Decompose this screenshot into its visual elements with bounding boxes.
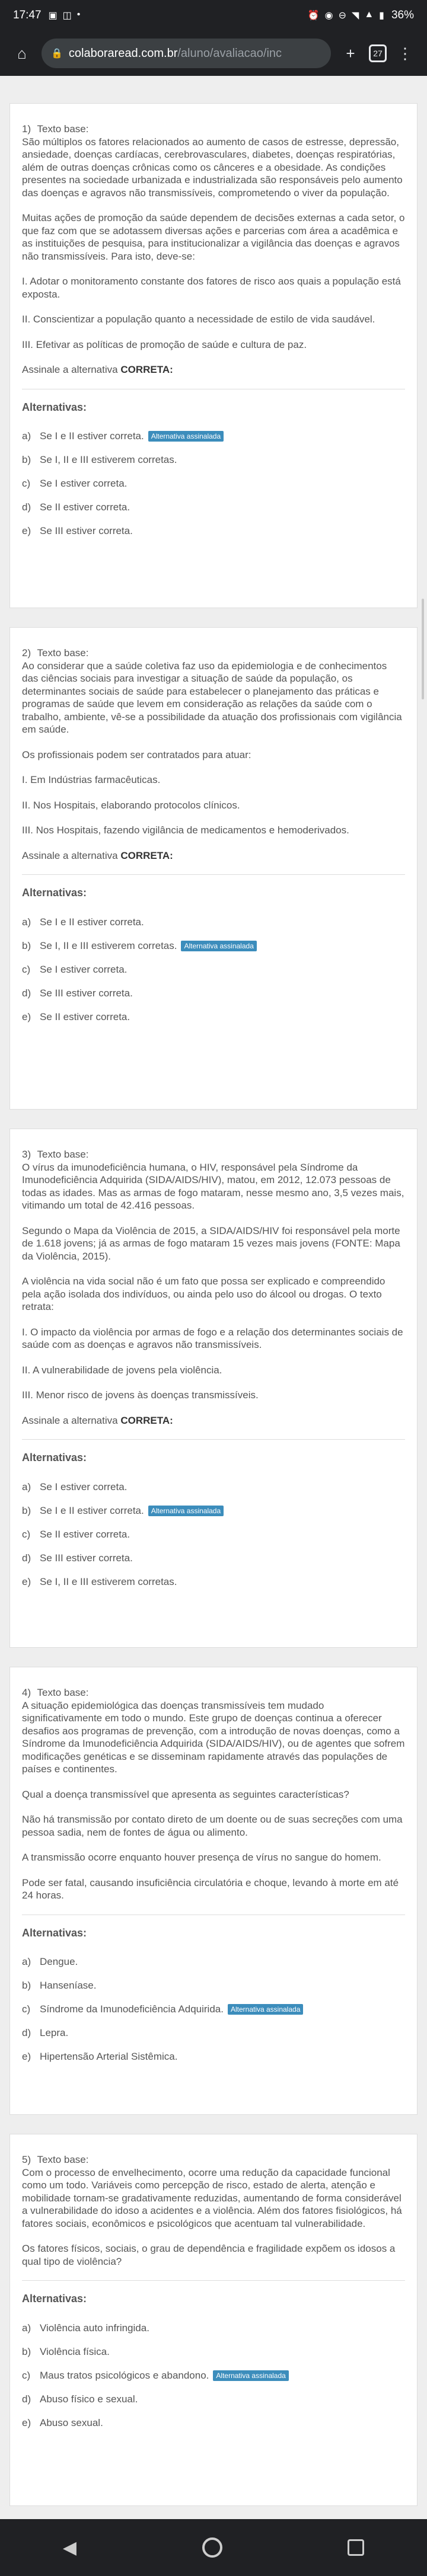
status-bar	[0, 0, 427, 31]
alternative-a[interactable]	[22, 1950, 405, 1974]
address-bar[interactable]	[42, 39, 331, 68]
marked-badge: Alternativa assinalada	[181, 941, 256, 951]
alternative-c[interactable]	[22, 472, 405, 496]
alternative-d[interactable]	[22, 982, 405, 1005]
alternative-text: Abuso sexual.	[40, 2417, 103, 2428]
question-number: 5)	[22, 2154, 31, 2165]
new-tab-icon[interactable]: +	[346, 44, 355, 62]
battery-icon: ▮	[379, 11, 384, 21]
alternative-letter: e)	[22, 2051, 31, 2063]
question-paragraph: Segundo o Mapa da Violência de 2015, a SIDA/AIDS/HIV foi responsável pela morte de 1.618 jovens; já as armas de fogo mataram 15 vezes mais jovens (FONTE: Mapa da Violência, 2015).	[22, 1225, 400, 1262]
base-text-label: Texto base:	[37, 1687, 89, 1698]
alternative-c[interactable]	[22, 1523, 405, 1546]
alternative-e[interactable]	[22, 2045, 405, 2069]
more-notifications-icon: •	[77, 9, 81, 20]
alternative-d[interactable]	[22, 2021, 405, 2045]
instruction-text: Assinale a alternativa	[22, 849, 121, 861]
instruction-text: Assinale a alternativa	[22, 364, 121, 375]
question-number: 4)	[22, 1687, 31, 1698]
alternative-text: Se II estiver correta.	[40, 501, 130, 513]
instruction-bold: CORRETA:	[120, 1414, 173, 1426]
instruction-text: Assinale a alternativa	[22, 1414, 121, 1426]
question-paragraph: Os fatores físicos, sociais, o grau de dependência e fragilidade expõem os idosos a qual tipo de violência?	[22, 2243, 396, 2267]
alternative-letter: c)	[22, 1528, 31, 1540]
alternatives-title: Alternativas:	[22, 1915, 405, 1940]
alternative-letter: a)	[22, 430, 31, 442]
alternative-text: Dengue.	[40, 1956, 78, 1968]
alternative-letter: a)	[22, 2322, 31, 2334]
question-instruction	[22, 363, 405, 376]
alternative-text: Violência auto infringida.	[40, 2322, 149, 2334]
question-header	[22, 647, 405, 660]
alternative-a[interactable]	[22, 2316, 405, 2340]
alternative-text: Hipertensão Arterial Sistêmica.	[40, 2051, 178, 2063]
tab-count: 27	[369, 44, 387, 62]
alternative-d[interactable]	[22, 2388, 405, 2411]
alternative-letter: b)	[22, 2345, 31, 2357]
alternative-letter: d)	[22, 987, 31, 999]
scrollbar-thumb[interactable]	[422, 599, 424, 699]
question-paragraph: III. Menor risco de jovens às doenças transmissíveis.	[22, 1389, 259, 1401]
alternative-letter: c)	[22, 478, 31, 490]
alternative-b[interactable]	[22, 1499, 405, 1523]
alternative-text: Lepra.	[40, 2027, 69, 2039]
alternatives-title: Alternativas:	[22, 389, 405, 414]
question-card-4	[9, 1667, 418, 2115]
alternative-c[interactable]	[22, 2364, 405, 2388]
alarm-icon: ⏰	[307, 11, 320, 21]
alternative-letter: d)	[22, 2027, 31, 2039]
alternative-letter: a)	[22, 1481, 31, 1492]
back-icon[interactable]: ◀	[62, 2537, 77, 2558]
system-navigation-bar	[0, 2519, 427, 2576]
alternative-text: Se III estiver correta.	[40, 987, 133, 999]
question-paragraph: A transmissão ocorre enquanto houver presença de vírus no sangue do homem.	[22, 1852, 381, 1863]
alternative-letter: c)	[22, 963, 31, 975]
base-text-label: Texto base:	[37, 647, 89, 659]
alternative-text: Se II estiver correta.	[40, 1011, 130, 1022]
home-icon[interactable]: ⌂	[17, 44, 27, 62]
battery-level: 36%	[391, 9, 414, 21]
alternative-c[interactable]	[22, 958, 405, 982]
alternatives-list	[22, 424, 405, 543]
question-header	[22, 1148, 405, 1161]
alternatives-list	[22, 1475, 405, 1594]
alternative-text: Se I, II e III estiverem corretas.	[40, 454, 177, 466]
question-paragraph: Pode ser fatal, causando insuficiência circulatória e choque, levando à morte em até 24 horas.	[22, 1877, 399, 1901]
alternative-e[interactable]	[22, 1570, 405, 1594]
question-number: 2)	[22, 647, 31, 659]
alternative-text: Maus tratos psicológicos e abandono.	[40, 2369, 209, 2381]
question-paragraph: I. O impacto da violência por armas de fogo e a relação dos determinantes sociais de saúde com as doenças e agravos não transmissíveis.	[22, 1326, 403, 1350]
alternative-c[interactable]	[22, 1997, 405, 2021]
marked-badge: Alternativa assinalada	[228, 2004, 303, 2015]
alternative-text: Se I estiver correta.	[40, 478, 128, 490]
question-paragraph: II. Conscientizar a população quanto a necessidade de estilo de vida saudável.	[22, 314, 375, 325]
alternative-letter: b)	[22, 454, 31, 466]
question-paragraph: I. Em Indústrias farmacêuticas.	[22, 774, 161, 785]
alternative-text: Se I, II e III estiverem corretas.	[40, 939, 177, 951]
notification-icon-2: ◫	[62, 11, 72, 21]
alternative-d[interactable]	[22, 1546, 405, 1570]
base-text-label: Texto base:	[37, 1149, 89, 1160]
browser-toolbar	[0, 31, 427, 76]
question-paragraph: II. Nos Hospitais, elaborando protocolos clínicos.	[22, 799, 240, 811]
alternative-text: Se I e II estiver correta.	[40, 430, 144, 442]
recent-apps-icon[interactable]	[348, 2539, 364, 2556]
alternative-text: Síndrome da Imunodeficiência Adquirida.	[40, 2003, 224, 2015]
alternative-d[interactable]	[22, 496, 405, 519]
more-menu-icon[interactable]: ⋮	[397, 44, 413, 62]
question-paragraph: II. A vulnerabilidade de jovens pela violência.	[22, 1364, 222, 1376]
marked-badge: Alternativa assinalada	[213, 2370, 288, 2381]
instruction-bold: CORRETA:	[120, 364, 173, 375]
eye-icon: ◉	[324, 11, 333, 21]
question-paragraph: III. Efetivar as políticas de promoção de saúde e cultura de paz.	[22, 338, 307, 350]
question-header	[22, 2153, 405, 2166]
alternative-text: Abuso físico e sexual.	[40, 2393, 138, 2405]
alternative-a[interactable]	[22, 1475, 405, 1499]
alternative-letter: e)	[22, 2417, 31, 2428]
alternative-letter: b)	[22, 1980, 31, 1992]
question-paragraph: Os profissionais podem ser contratados para atuar:	[22, 749, 251, 760]
alternative-text: Se I estiver correta.	[40, 963, 128, 975]
alternative-text: Se II estiver correta.	[40, 1528, 130, 1540]
marked-badge: Alternativa assinalada	[148, 1506, 224, 1516]
alternative-letter: d)	[22, 1552, 31, 1564]
question-number: 3)	[22, 1149, 31, 1160]
notification-icon: ▣	[48, 11, 58, 21]
question-paragraph: A violência na vida social não é um fato que possa ser explicado e compreendido pela ação isolada dos indivíduos, ou ainda pelo uso do álcool ou drogas. O texto retrata:	[22, 1276, 385, 1312]
alternative-letter: e)	[22, 1011, 31, 1022]
question-paragraph: Ao considerar que a saúde coletiva faz uso da epidemiologia e de conhecimentos das ciências sociais para investigar a situação de saúde da população, os determinantes sociais de saúde para estabelecer o planejamento das práticas e programas de saúde que levem em consideração as relações da saúde com o trabalho, ambiente, vê-se a possibilidade da atuação dos profissionais com vigilância em saúde.	[22, 660, 402, 735]
question-card-1	[9, 103, 418, 608]
alternative-letter: d)	[22, 501, 31, 513]
alternative-letter: e)	[22, 525, 31, 537]
alternative-letter: b)	[22, 939, 31, 951]
question-card-5	[9, 2134, 418, 2506]
alternative-letter: b)	[22, 1504, 31, 1516]
alternative-letter: c)	[22, 2369, 31, 2381]
question-paragraph: O vírus da imunodeficiência humana, o HIV, responsável pela Síndrome da Imunodeficiência Adquirida (SIDA/AIDS/HIV), matou, em 2012, 12.073 pessoas de todas as idades. Mas as armas de fogo mataram, nesse mesmo ano, 3,5 vezes mais, vitimando um total de 42.416 pessoas.	[22, 1161, 404, 1211]
question-number: 1)	[22, 123, 31, 135]
alternatives-list	[22, 910, 405, 1029]
alternatives-title: Alternativas:	[22, 1439, 405, 1465]
url-path: /aluno/avaliacao/inc	[177, 46, 282, 60]
alternative-text: Se I e II estiver correta.	[40, 916, 144, 928]
alternative-e[interactable]	[22, 1005, 405, 1029]
alternatives-title: Alternativas:	[22, 2280, 405, 2306]
signal-icon: ▲	[364, 9, 374, 20]
tab-switcher-button[interactable]	[364, 40, 391, 67]
url-domain: colaboraread.com.br	[68, 46, 178, 60]
alternative-text: Se I estiver correta.	[40, 1481, 128, 1492]
question-paragraph: Qual a doença transmissível que apresenta as seguintes características?	[22, 1788, 349, 1800]
alternative-letter: c)	[22, 2003, 31, 2015]
alternatives-list	[22, 1950, 405, 2069]
question-paragraph: III. Nos Hospitais, fazendo vigilância de medicamentos e hemoderivados.	[22, 824, 349, 836]
question-instruction	[22, 1414, 405, 1427]
alternatives-title: Alternativas:	[22, 874, 405, 900]
question-instruction	[22, 849, 405, 862]
question-card-2	[9, 627, 418, 1110]
alternative-letter: a)	[22, 1956, 31, 1968]
question-paragraph: A situação epidemiológica das doenças transmissíveis tem mudado significativamente em todo o mundo. Este grupo de doenças continua a oferecer desafios aos programas de prevenção, com a introdução de novas doenças, como a Síndrome da Imunodeficiência Adquirida (SIDA/AIDS/HIV), ou de agentes que sofrem modificações genéticas e se disseminam rapidamente através das populações de países e continentes.	[22, 1699, 405, 1775]
minus-circle-icon: ⊖	[338, 11, 346, 21]
alternative-e[interactable]	[22, 519, 405, 543]
alternatives-list	[22, 2316, 405, 2435]
alternative-a[interactable]	[22, 910, 405, 934]
question-header	[22, 1686, 405, 1699]
alternative-text: Se III estiver correta.	[40, 525, 133, 537]
question-paragraph: Muitas ações de promoção da saúde dependem de decisões externas a cada setor, o que faz com que se adotassem diversas ações e parcerias com área a acadêmica e as instituições de pesquisa, para institucionalizar a vigilância das doenças e agravos não transmissíveis. Para isto, deve-se:	[22, 212, 405, 262]
alternative-b[interactable]	[22, 448, 405, 472]
question-card-3	[9, 1129, 418, 1648]
alternative-letter: d)	[22, 2393, 31, 2405]
question-paragraph: Com o processo de envelhecimento, ocorre uma redução da capacidade funcional como um todo. Variáveis como percepção de risco, estado de alerta, atenção e mobilidade tornam-se gradativamente reduzidas, aumentando de forma considerável a vulnerabilidade do idoso a acidentes e a violência. Além dos fatores fisiológicos, há fatores sociais, econômicos e psicológicos que acentuam tal vulnerabilidade.	[22, 2166, 402, 2229]
alternative-letter: a)	[22, 916, 31, 928]
base-text-label: Texto base:	[37, 123, 89, 135]
marked-badge: Alternativa assinalada	[148, 431, 224, 442]
question-paragraph: Não há transmissão por contato direto de um doente ou de suas secreções com uma pessoa sadia, nem de fontes de água ou alimento.	[22, 1814, 403, 1838]
alternative-b[interactable]	[22, 934, 405, 958]
alternative-letter: e)	[22, 1575, 31, 1587]
alternative-b[interactable]	[22, 1974, 405, 1997]
question-paragraph: I. Adotar o monitoramento constante dos fatores de risco aos quais a população está exposta.	[22, 276, 401, 300]
alternative-text: Hanseníase.	[40, 1980, 97, 1992]
question-header	[22, 123, 405, 136]
alternative-text: Se III estiver correta.	[40, 1552, 133, 1564]
instruction-bold: CORRETA:	[120, 849, 173, 861]
alternative-text: Se I, II e III estiverem corretas.	[40, 1575, 177, 1587]
alternative-a[interactable]	[22, 424, 405, 448]
lock-icon: 🔒	[51, 49, 63, 59]
question-paragraph: São múltiplos os fatores relacionados ao aumento de casos de estresse, depressão, ansiedade, doenças cardíacas, cerebrovasculares, diabetes, doenças respiratórias, além de outras doenças crônicas como os cânceres e a obesidade. As condições presentes na sociedade urbanizada e industrializada são responsáveis pelo aumento das doenças e agravos não transmissíveis, comprometendo o viver da população.	[22, 136, 403, 199]
base-text-label: Texto base:	[37, 2154, 89, 2165]
alternative-b[interactable]	[22, 2340, 405, 2364]
alternative-text: Se I e II estiver correta.	[40, 1504, 144, 1516]
alternative-text: Violência física.	[40, 2345, 110, 2357]
home-button-icon[interactable]	[202, 2537, 222, 2558]
status-time: 17:47	[13, 9, 42, 21]
alternative-e[interactable]	[22, 2411, 405, 2435]
wifi-icon: ◥	[352, 11, 359, 21]
